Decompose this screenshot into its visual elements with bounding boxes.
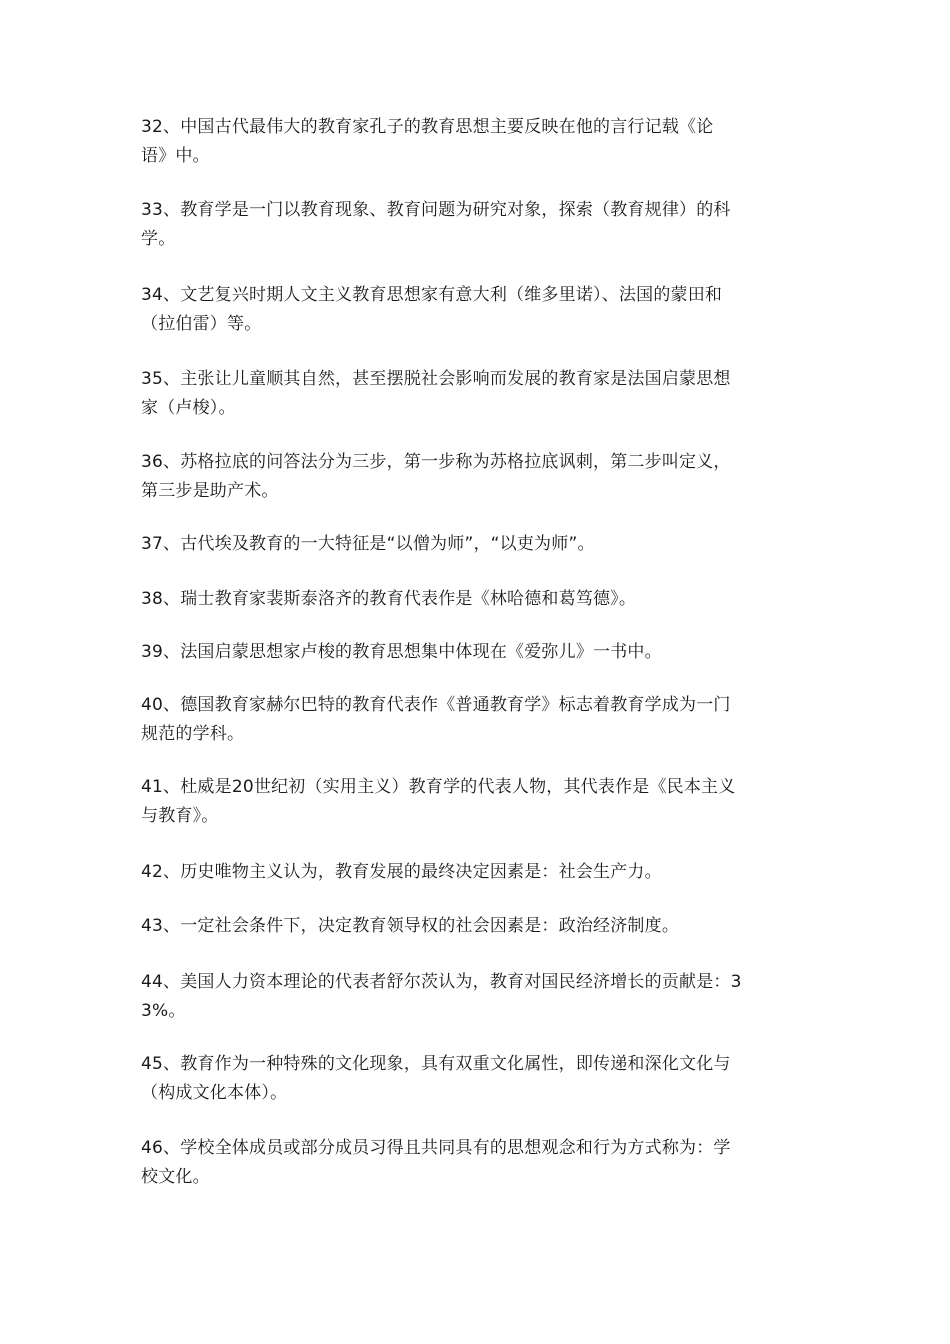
list-item: 40、德国教育家赫尔巴特的教育代表作《普通教育学》标志着教育学成为一门 规范的学科。 [141,695,731,744]
list-item: 36、苏格拉底的问答法分为三步，第一步称为苏格拉底讽刺，第二步叫定义， 第三步是助产术。 [141,452,731,501]
list-item: 37、古代埃及教育的一大特征是“以僧为师”，“以吏为师”。 [141,534,595,554]
list-item: 35、主张让儿童顺其自然，甚至摆脱社会影响而发展的教育家是法国启蒙思想 家（卢梭）。 [141,369,731,418]
list-item: 43、一定社会条件下，决定教育领导权的社会因素是：政治经济制度。 [141,916,680,936]
list-item: 46、学校全体成员或部分成员习得且共同具有的思想观念和行为方式称为：学 校文化。 [141,1138,731,1187]
list-item: 42、历史唯物主义认为，教育发展的最终决定因素是：社会生产力。 [141,862,662,882]
list-item: 41、杜威是20世纪初（实用主义）教育学的代表人物，其代表作是《民本主义 与教育》。 [141,777,736,826]
list-item: 44、美国人力资本理论的代表者舒尔茨认为，教育对国民经济增长的贡献是：3 3%。 [141,972,742,1021]
list-item: 39、法国启蒙思想家卢梭的教育思想集中体现在《爱弥儿》一书中。 [141,642,662,662]
list-item: 38、瑞士教育家裴斯泰洛齐的教育代表作是《林哈德和葛笃德》。 [141,589,637,609]
list-item: 45、教育作为一种特殊的文化现象，具有双重文化属性，即传递和深化文化与 （构成文化本体）。 [141,1054,731,1103]
list-item: 32、中国古代最伟大的教育家孔子的教育思想主要反映在他的言行记载《论 语》中。 [141,117,714,166]
list-item: 33、教育学是一门以教育现象、教育问题为研究对象，探索（教育规律）的科 学。 [141,200,731,249]
list-item: 34、文艺复兴时期人文主义教育思想家有意大利（维多里诺）、法国的蒙田和 （拉伯雷）等。 [141,285,723,334]
